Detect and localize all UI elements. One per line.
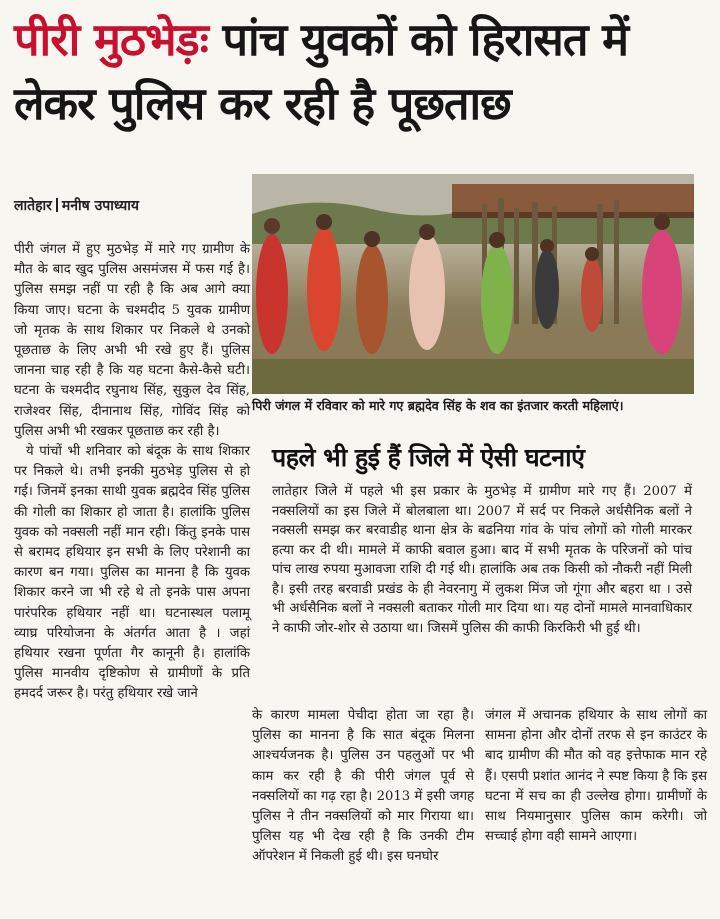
byline xyxy=(14,196,139,215)
article-column-1 xyxy=(14,240,250,705)
headline-text: पांच युवकों को हिरासत में लेकर पुलिस कर रही है पूछताछ xyxy=(14,13,629,130)
article-paragraph: ये पांचों भी शनिवार को बंदूक के साथ शिकार पर निकले थे। तभी इनकी मुठभेड़ पुलिस से हो गई। जिनमें इनका साथी युवक ब्रह्मदेव सिंह पुलिस की गोली का शिकार हो जाता है। हालांकि पुलिस युवक को नक्सली नहीं मान रही। किंतु इनके पास से बरामद हथियार इन सभी के लिए परेशानी का कारण बन गया। पुलिस का मानना है कि युवक शिकार करने जा भी रहे थे तो इनके पास अपना पारंपरिक हथियार नहीं था। घटनास्थल पलामू व्याघ्र परियोजना के अंतर्गत आता है । जहां हथियार रखना पूर्णता गैर कानूनी है। हालांकि पुलिस मानवीय दृष्टिकोण से ग्रामीणों के प्रति हमदर्द जरूर है। परंतु हथियार रखे जाने xyxy=(14,444,250,702)
photo-caption: पिरी जंगल में रविवार को मारे गए ब्रह्मदेव सिंह के शव का इंतजार करती महिलाएं। xyxy=(252,398,624,413)
article-paragraph: जंगल में अचानक हथियार के साथ लोगों का सामना होना और दोनों तरफ से इन काउंटर के बाद ग्रामीण की मौत को वह इत्तेफाक मान रहे हैं। एसपी प्रशांत आनंद ने स्पष्ट किया है कि इस घटना में सच का ही उल्लेख होगा। ग्रामीणों के साथ नियमानुसार पुलिस काम करेगी। जो सच्चाई होगा वही सामने आएगा। xyxy=(485,708,707,845)
byline-author: मनीष उपाध्याय xyxy=(61,198,140,214)
headline xyxy=(14,8,709,136)
byline-place: लातेहार xyxy=(14,198,52,214)
article-column-2 xyxy=(252,706,474,868)
article-paragraph: पीरी जंगल में हुए मुठभेड़ में मारे गए ग्रामीण के मौत के बाद खुद पुलिस असमंजस में फस गई है। पुलिस समझ नहीं पा रही है कि अब आगे क्या किया जाए। घटना के चश्मदीद 5 युवक ग्रामीण जो मृतक के साथ शिकार पर निकले थे उनको पूछताछ के लिए अभी भी रखे हुए हैं। पुलिस जानना चाह रही है कि यह घटना कैसे-कैसे घटी। घटना के चश्मदीद रघुनाथ सिंह, सुकुल देव सिंह, राजेश्वर सिंह, दीनानाथ सिंह, गोविंद सिंह को पुलिस अभी भी रखकर पूछताछ कर रही है। xyxy=(14,242,250,439)
sidebar-title: पहले भी हुई हैं जिले में ऐसी घटनाएं xyxy=(272,443,585,472)
article-paragraph: के कारण मामला पेचीदा होता जा रहा है। पुलिस का मानना है कि सात बंदूक मिलना आश्चर्यजनक है। पुलिस उन पहलुओं पर भी काम कर रही है की पीरी जंगल पूर्व से नक्सलियों का गढ़ रहा है। 2013 में इसी जगह पुलिस ने तीन नक्सलियों को मार गिराया था। पुलिस यह भी देख रही है कि उनकी टीम ऑपरेशन में निकली हुई थी। इस घनघोर xyxy=(252,708,474,865)
article-column-3 xyxy=(485,706,707,847)
photo-illustration xyxy=(252,174,694,394)
byline-separator xyxy=(56,198,58,212)
headline-highlight: पीरी मुठभेड़ः xyxy=(14,13,208,66)
sidebar-body: लातेहार जिले में पहले भी इस प्रकार के मुठभेड़ में ग्रामीण मारे गए हैं। 2007 में नक्सलियों का इस जिले में बोलबाला था। 2007 में सर्द पर निकले अर्धसैनिक बलों ने नक्सली समझ कर बरवाडीह थाना क्षेत्र के बढनिया गांव के पांच लोगों को गोली मारकर हत्या कर दी थी। मामले में काफी बवाल हुआ। बाद में सभी मृतक के परिजनों को पांच पांच लाख रुपया मुआवजा राशि दी गई थी। हालांकि अब तक किसी को नौकरी नहीं मिली है। इसी तरह बरवाडी प्रखंड के ही नेवरनागु में लुकश मिंज जो गूंगा और बहरा था । उसे भी अर्धसैनिक बलों ने नक्सली बताकर गोली मार दिया था। यह दोनों मामले मानवाधिकार ने काफी जोर-शोर से उठाया था। जिसमें पुलिस की काफी किरकिरी भी हुई थी। xyxy=(272,484,692,636)
news-photo xyxy=(252,174,694,394)
